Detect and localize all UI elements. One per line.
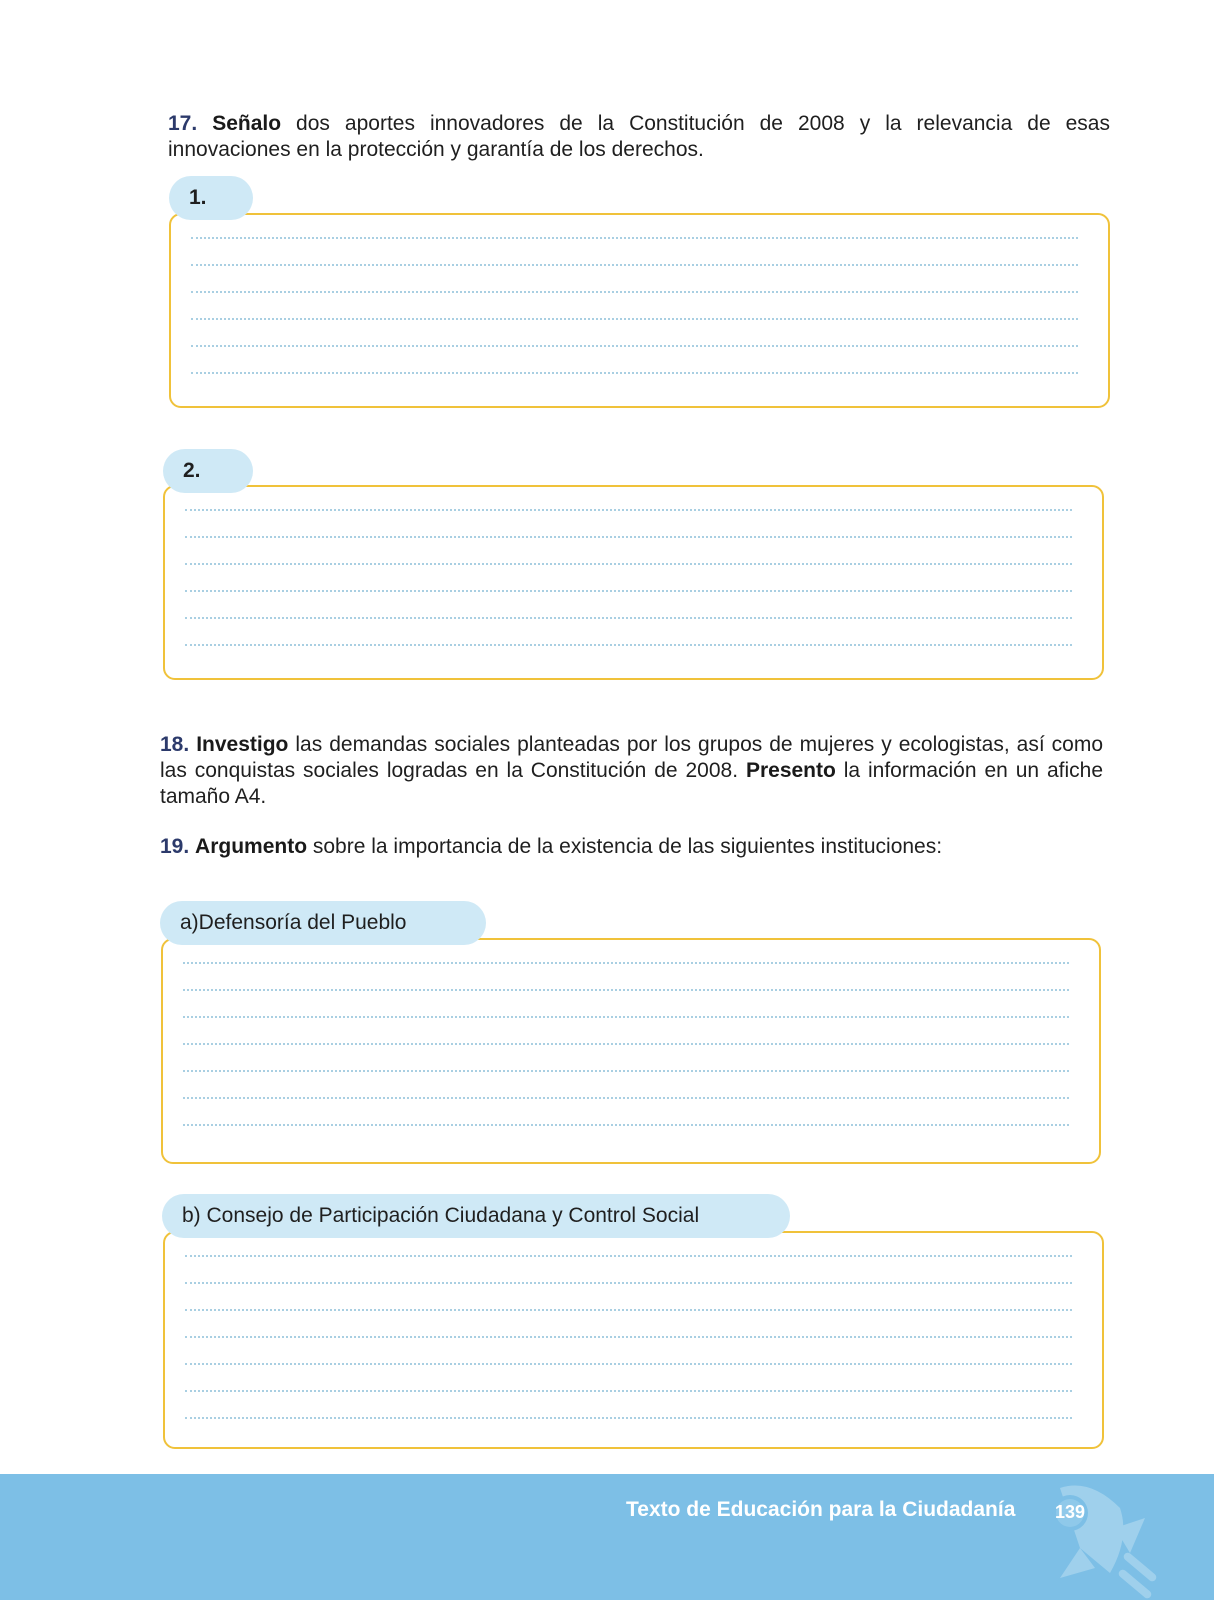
question-number: 19.	[160, 835, 190, 858]
question-text: dos aportes innovadores de la Constitución de 2008 y la relevancia de esas innovaciones en la protección y garantía de los derechos.	[168, 112, 1110, 161]
question-text: sobre la importancia de la existencia de las siguientes instituciones:	[307, 835, 943, 858]
answer-tab-b	[162, 1194, 790, 1238]
question-17	[168, 111, 1110, 163]
question-18	[160, 732, 1103, 810]
question-19	[160, 834, 1103, 860]
rocket-icon	[1020, 1474, 1190, 1600]
answer-box-2[interactable]	[163, 485, 1104, 680]
answer-box-a[interactable]	[161, 938, 1101, 1164]
page-number: 139	[1055, 1502, 1086, 1522]
question-number: 18.	[160, 733, 190, 756]
answer-tab-2	[163, 449, 253, 493]
footer-title: Texto de Educación para la Ciudadanía	[626, 1498, 1016, 1521]
answer-tab-label: a)Defensoría del Pueblo	[180, 911, 407, 934]
instruction-verb: Señalo	[212, 112, 282, 135]
answer-tab-label: b) Consejo de Participación Ciudadana y Control Social	[182, 1204, 700, 1227]
answer-tab-a	[160, 901, 486, 945]
answer-box-1[interactable]	[169, 213, 1110, 408]
question-text: las demandas sociales planteadas por los grupos de mujeres y ecologistas, así como las conquistas sociales logradas en la Constitución de 2008.	[160, 733, 1103, 782]
answer-box-b[interactable]	[163, 1231, 1104, 1449]
instruction-verb: Presento	[745, 759, 836, 782]
question-number: 17.	[168, 112, 198, 135]
answer-tab-label: 1.	[189, 186, 207, 209]
answer-tab-1	[169, 176, 253, 220]
instruction-verb: Argumento	[195, 835, 308, 858]
question-text: la información en un afiche tamaño A4.	[160, 759, 1103, 808]
answer-tab-label: 2.	[183, 459, 201, 482]
instruction-verb: Investigo	[196, 733, 289, 756]
page-footer	[0, 1474, 1214, 1600]
